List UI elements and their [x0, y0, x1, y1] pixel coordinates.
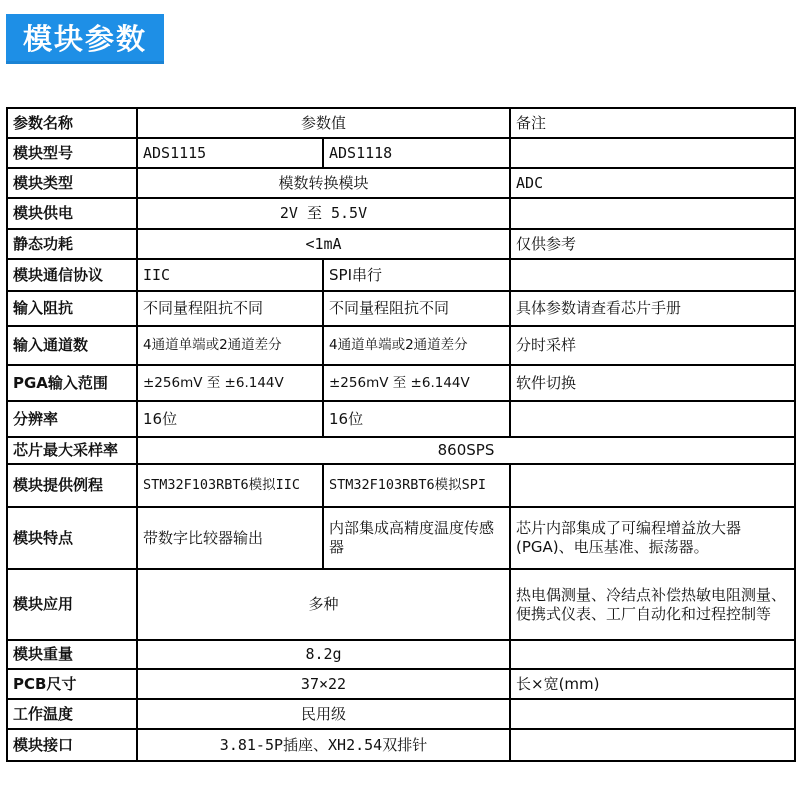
table-row: [7, 229, 795, 259]
param-name-cell: 输入通道数: [7, 326, 137, 365]
note-cell: 具体参数请查看芯片手册: [510, 291, 795, 326]
value-cell-ads1115: 不同量程阻抗不同: [137, 291, 323, 326]
value-cell: 8.2g: [137, 640, 510, 669]
value-cell-ads1115: 4通道单端或2通道差分: [137, 326, 323, 365]
value-cell-ads1115: ADS1115: [137, 138, 323, 168]
table-row: [7, 365, 795, 401]
value-cell: 民用级: [137, 699, 510, 729]
header-param-value: 参数值: [137, 108, 510, 138]
note-cell: [510, 198, 795, 229]
param-name-cell: 模块应用: [7, 569, 137, 640]
value-cell-ads1118: 4通道单端或2通道差分: [323, 326, 510, 365]
value-cell-ads1118: SPI串行: [323, 259, 510, 291]
note-cell: ADC: [510, 168, 795, 198]
value-cell-ads1118: ±256mV 至 ±6.144V: [323, 365, 510, 401]
param-name-cell: PGA输入范围: [7, 365, 137, 401]
param-name-cell: PCB尺寸: [7, 669, 137, 699]
param-name-cell: 模块特点: [7, 507, 137, 569]
note-cell: [510, 401, 795, 437]
table-row: [7, 640, 795, 669]
note-cell: [510, 259, 795, 291]
param-name-cell: 芯片最大采样率: [7, 437, 137, 464]
value-cell-ads1118: 不同量程阻抗不同: [323, 291, 510, 326]
table-row: [7, 464, 795, 507]
table-row: [7, 198, 795, 229]
value-cell-ads1115: STM32F103RBT6模拟IIC: [137, 464, 323, 507]
param-name-cell: 输入阻抗: [7, 291, 137, 326]
table-row: [7, 437, 795, 464]
value-cell-ads1115: IIC: [137, 259, 323, 291]
parameter-table: [6, 107, 796, 762]
note-cell: 仅供参考: [510, 229, 795, 259]
table-row: [7, 259, 795, 291]
value-cell: 模数转换模块: [137, 168, 510, 198]
value-cell-ads1118: 16位: [323, 401, 510, 437]
value-cell-ads1118: ADS1118: [323, 138, 510, 168]
note-cell: [510, 464, 795, 507]
param-name-cell: 模块型号: [7, 138, 137, 168]
header-param-name: 参数名称: [7, 108, 137, 138]
table-row: [7, 326, 795, 365]
note-cell: 热电偶测量、冷结点补偿热敏电阻测量、便携式仪表、工厂自动化和过程控制等: [510, 569, 795, 640]
param-name-cell: 模块提供例程: [7, 464, 137, 507]
note-cell: [510, 699, 795, 729]
table-row: [7, 669, 795, 699]
value-cell: 3.81-5P插座、XH2.54双排针: [137, 729, 510, 761]
table-header-row: [7, 108, 795, 138]
table-row: [7, 168, 795, 198]
value-cell: 多种: [137, 569, 510, 640]
value-cell-ads1115: 带数字比较器输出: [137, 507, 323, 569]
note-cell: 分时采样: [510, 326, 795, 365]
table-row: [7, 291, 795, 326]
value-cell-ads1118: STM32F103RBT6模拟SPI: [323, 464, 510, 507]
param-name-cell: 模块接口: [7, 729, 137, 761]
value-cell-ads1115: ±256mV 至 ±6.144V: [137, 365, 323, 401]
param-name-cell: 静态功耗: [7, 229, 137, 259]
param-name-cell: 分辨率: [7, 401, 137, 437]
header-note: 备注: [510, 108, 795, 138]
value-cell-ads1118: 内部集成高精度温度传感器: [323, 507, 510, 569]
param-name-cell: 模块通信协议: [7, 259, 137, 291]
note-cell: [510, 138, 795, 168]
param-name-cell: 模块供电: [7, 198, 137, 229]
note-cell: [510, 729, 795, 761]
table-row: [7, 569, 795, 640]
param-name-cell: 工作温度: [7, 699, 137, 729]
table-row: [7, 507, 795, 569]
value-cell: <1mA: [137, 229, 510, 259]
value-cell-ads1115: 16位: [137, 401, 323, 437]
note-cell: 软件切换: [510, 365, 795, 401]
param-name-cell: 模块类型: [7, 168, 137, 198]
note-cell: 长×宽(mm): [510, 669, 795, 699]
value-cell: 2V 至 5.5V: [137, 198, 510, 229]
table-row: [7, 729, 795, 761]
section-title: 模块参数: [6, 14, 164, 64]
param-name-cell: 模块重量: [7, 640, 137, 669]
table-row: [7, 138, 795, 168]
value-cell: 860SPS: [137, 437, 795, 464]
value-cell: 37×22: [137, 669, 510, 699]
note-cell: [510, 640, 795, 669]
note-cell: 芯片内部集成了可编程增益放大器(PGA)、电压基准、振荡器。: [510, 507, 795, 569]
table-row: [7, 699, 795, 729]
table-row: [7, 401, 795, 437]
